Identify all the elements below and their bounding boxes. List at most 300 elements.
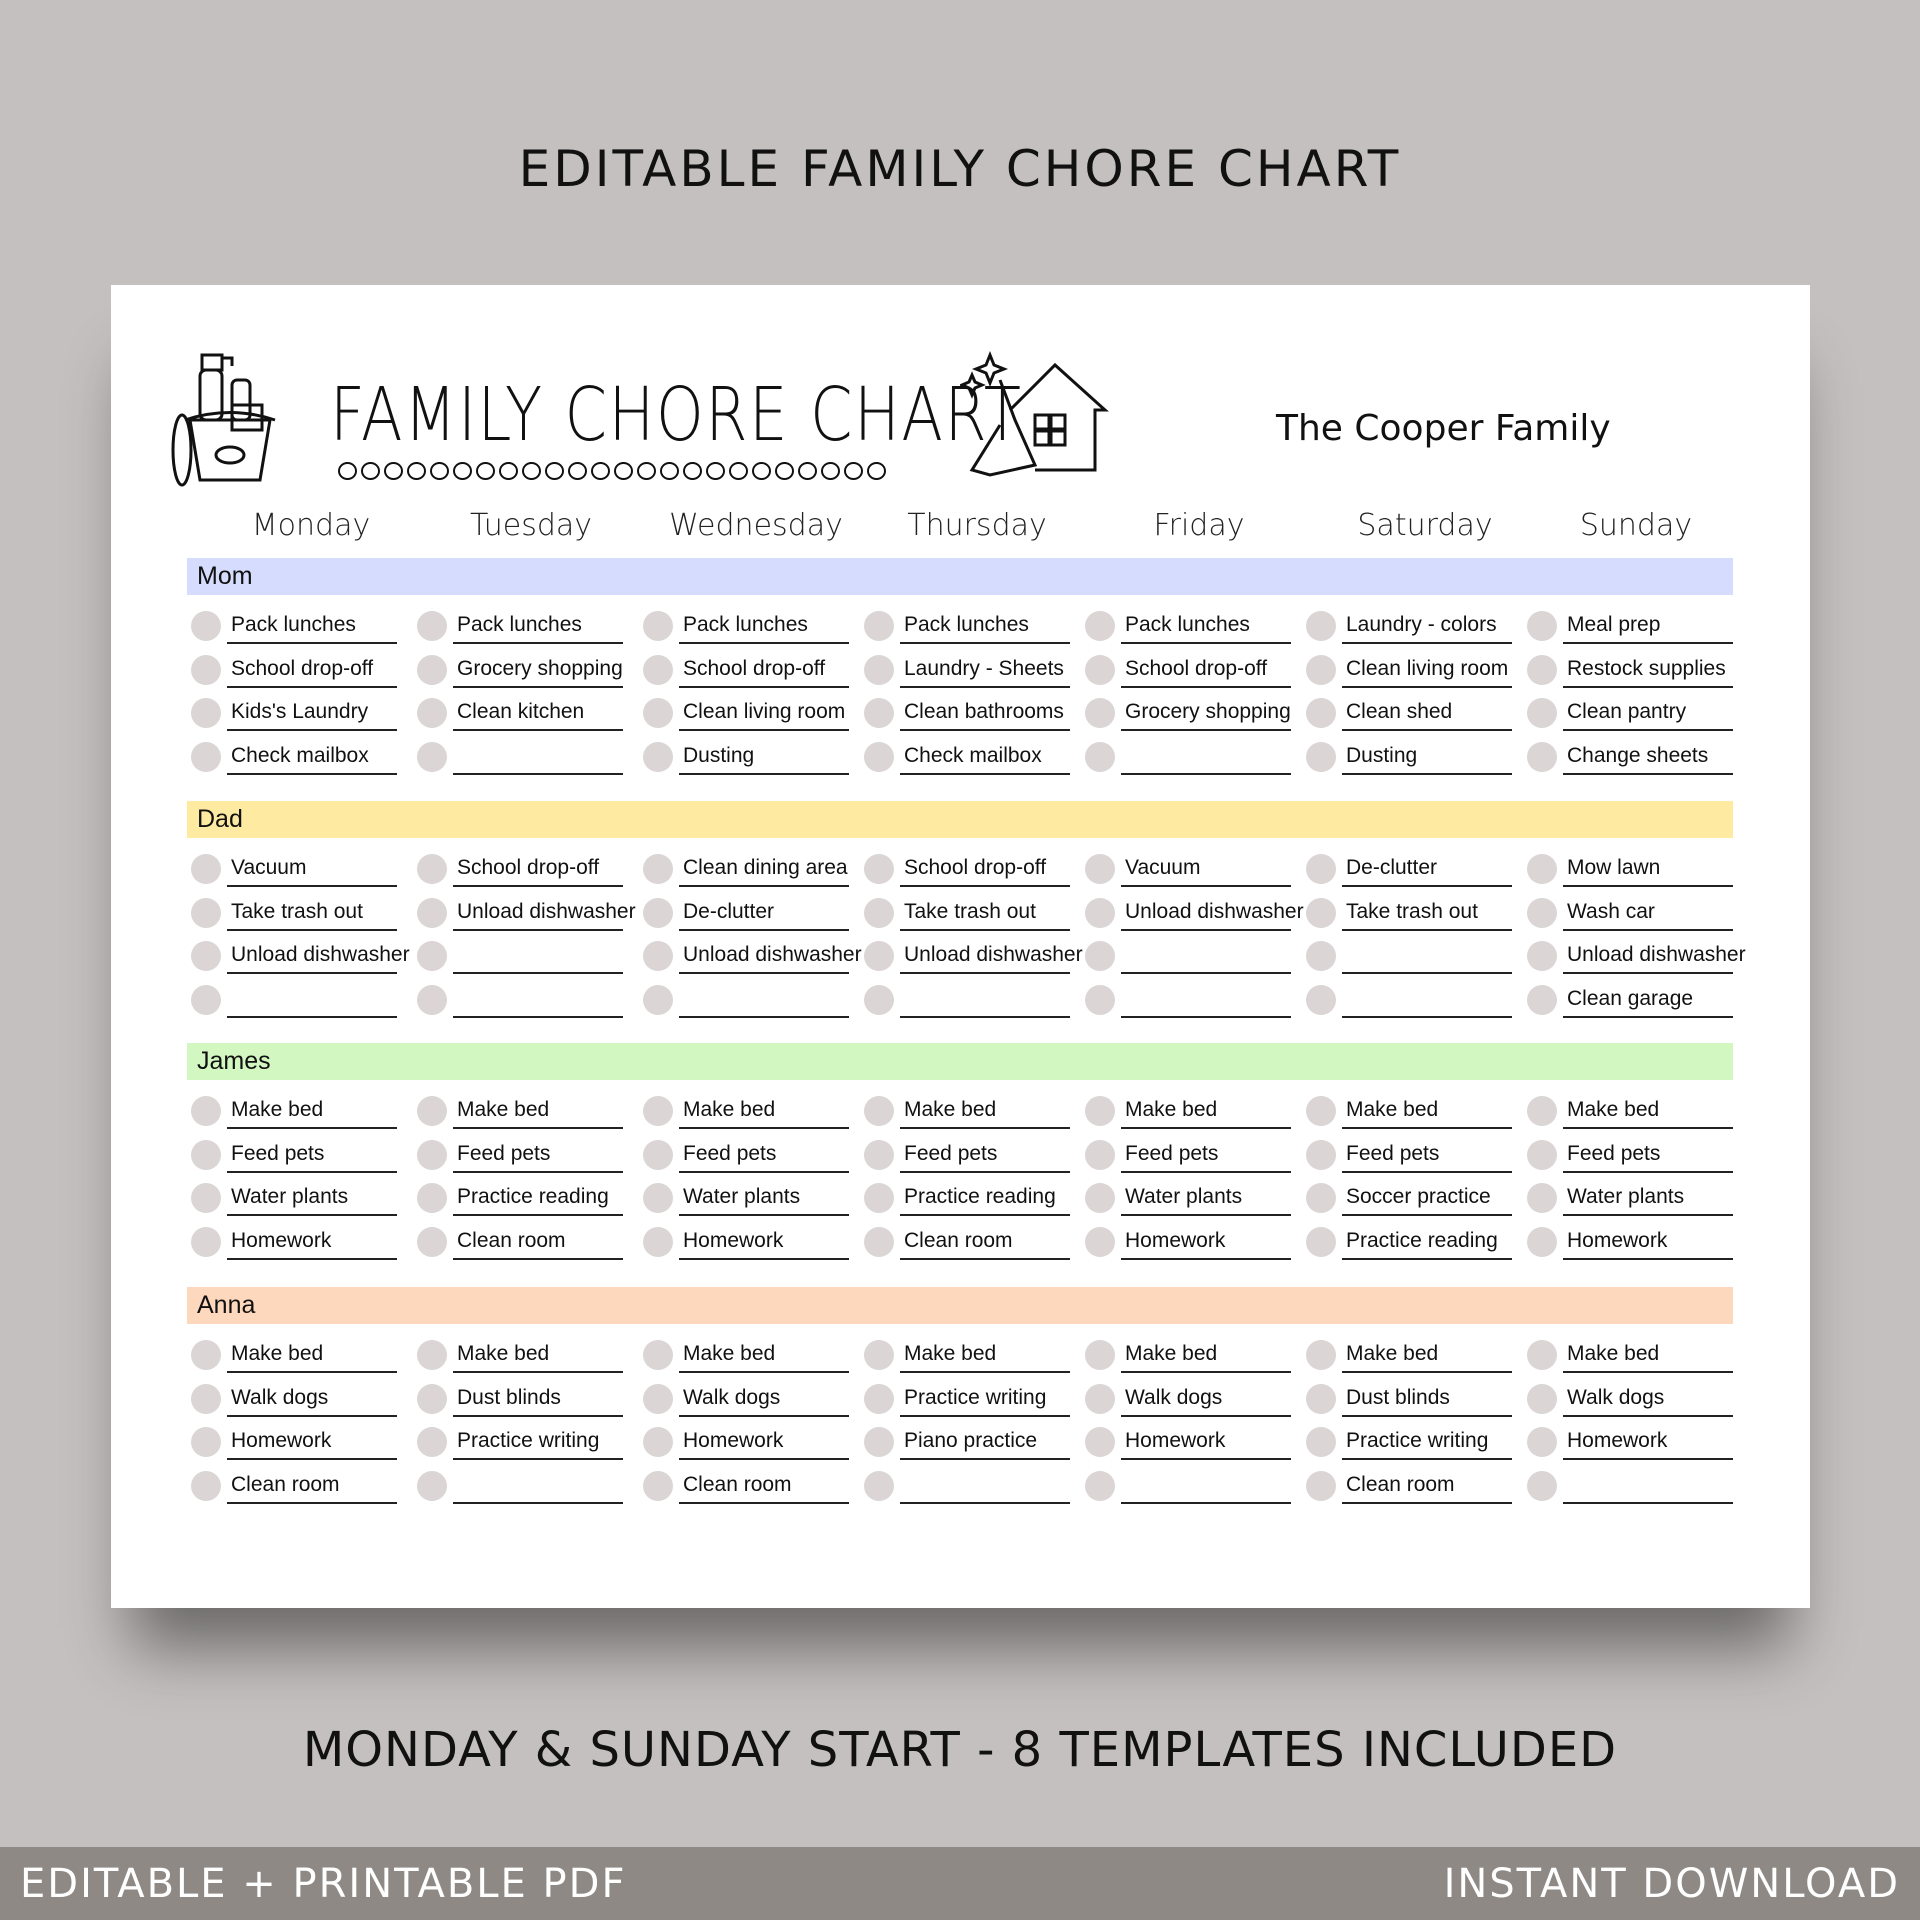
checkbox-circle[interactable] [1527, 941, 1557, 971]
checkbox-circle[interactable] [1527, 1183, 1557, 1213]
chore-input[interactable]: Unload dishwasher [683, 943, 862, 966]
chore-item [191, 1221, 401, 1261]
underline [1563, 1127, 1733, 1129]
checkbox-circle[interactable] [1306, 742, 1336, 772]
checkbox-circle[interactable] [191, 985, 221, 1015]
checkbox-circle[interactable] [1306, 655, 1336, 685]
underline [1121, 1371, 1291, 1373]
checkbox-circle[interactable] [1085, 1183, 1115, 1213]
chore-item [417, 736, 627, 776]
chore-input[interactable]: Walk dogs [231, 1385, 329, 1409]
checkbox-circle[interactable] [417, 655, 447, 685]
chore-input[interactable]: Kids's Laundry [231, 700, 369, 723]
checkbox-circle[interactable] [1085, 985, 1115, 1015]
chore-input[interactable]: Mow lawn [1567, 856, 1661, 879]
chore-input[interactable]: Pack lunches [683, 613, 808, 636]
checkbox-circle[interactable] [191, 742, 221, 772]
chore-input[interactable]: Homework [231, 1228, 332, 1252]
checkbox-circle[interactable] [1306, 898, 1336, 928]
chore-input[interactable]: Homework [683, 1429, 784, 1452]
chore-input[interactable]: Unload dishwasher [1125, 899, 1304, 923]
chore-item [643, 1221, 853, 1261]
chore-item [864, 892, 1074, 932]
chore-input[interactable]: Water plants [1567, 1185, 1685, 1208]
checkbox-circle[interactable] [643, 854, 673, 884]
divider-dot [591, 462, 610, 480]
chore-input[interactable]: Vacuum [231, 856, 307, 879]
underline [679, 642, 849, 644]
checkbox-circle[interactable] [417, 985, 447, 1015]
chore-item [864, 1378, 1074, 1418]
chore-input[interactable]: Dusting [683, 743, 755, 767]
checkbox-circle[interactable] [1527, 898, 1557, 928]
chore-item [417, 1221, 627, 1261]
checkbox-circle[interactable] [417, 742, 447, 772]
checkbox-circle[interactable] [643, 1427, 673, 1457]
checkbox-circle[interactable] [1527, 1227, 1557, 1257]
divider-dot [614, 462, 633, 480]
checkbox-circle[interactable] [643, 941, 673, 971]
chore-input[interactable]: Change sheets [1567, 743, 1709, 767]
chore-input[interactable]: Feed pets [231, 1141, 325, 1165]
chore-input[interactable]: Walk dogs [1567, 1385, 1665, 1409]
chore-input[interactable]: Make bed [904, 1342, 997, 1365]
checkbox-circle[interactable] [191, 1471, 221, 1501]
section-mom [187, 558, 1733, 595]
chore-input[interactable]: Water plants [231, 1185, 349, 1208]
chore-input[interactable]: Dusting [1346, 743, 1418, 767]
chore-input[interactable]: Grocery shopping [1125, 700, 1291, 723]
underline [679, 1258, 849, 1260]
chore-input[interactable]: Make bed [904, 1098, 997, 1121]
underline [900, 1458, 1070, 1460]
chore-input[interactable]: Piano practice [904, 1429, 1038, 1452]
divider-dot [568, 462, 587, 480]
chore-input[interactable]: Grocery shopping [457, 656, 623, 680]
chore-input[interactable]: Walk dogs [1125, 1385, 1223, 1409]
checkbox-circle[interactable] [864, 1183, 894, 1213]
checkbox-circle[interactable] [1527, 611, 1557, 641]
checkbox-circle[interactable] [191, 655, 221, 685]
checkbox-circle[interactable] [1306, 1427, 1336, 1457]
checkbox-circle[interactable] [1085, 1340, 1115, 1370]
checkbox-circle[interactable] [864, 898, 894, 928]
chore-input[interactable]: Water plants [1125, 1185, 1243, 1208]
underline [1121, 773, 1291, 775]
checkbox-circle[interactable] [1527, 1384, 1557, 1414]
chore-item [864, 1465, 1074, 1505]
chore-input[interactable]: Check mailbox [904, 743, 1042, 767]
chore-input[interactable]: School drop-off [904, 856, 1047, 879]
checkbox-circle[interactable] [1306, 1183, 1336, 1213]
checkbox-circle[interactable] [1085, 898, 1115, 928]
chore-item [864, 1421, 1074, 1461]
underline [1342, 1127, 1512, 1129]
checkbox-circle[interactable] [1306, 1227, 1336, 1257]
chore-item [417, 848, 627, 888]
chore-input[interactable]: Clean shed [1346, 700, 1453, 723]
chore-item [191, 736, 401, 776]
checkbox-circle[interactable] [191, 1384, 221, 1414]
checkbox-circle[interactable] [1527, 1096, 1557, 1126]
checkbox-circle[interactable] [643, 1227, 673, 1257]
checkbox-circle[interactable] [864, 1340, 894, 1370]
underline [900, 1415, 1070, 1417]
chore-item [864, 692, 1074, 732]
chore-item [1085, 649, 1295, 689]
chore-input[interactable]: School drop-off [1125, 656, 1268, 680]
chore-input[interactable]: Take trash out [231, 899, 363, 923]
chore-input[interactable]: Homework [1567, 1429, 1668, 1452]
chore-item [1085, 1177, 1295, 1217]
chore-item [643, 692, 853, 732]
checkbox-circle[interactable] [1527, 854, 1557, 884]
chore-item [864, 736, 1074, 776]
chore-item [1527, 1378, 1737, 1418]
chore-input[interactable]: Practice reading [904, 1185, 1056, 1208]
underline [1342, 773, 1512, 775]
checkbox-circle[interactable] [1306, 854, 1336, 884]
chore-input[interactable]: Water plants [683, 1185, 801, 1208]
chore-input[interactable]: Take trash out [1346, 899, 1478, 923]
checkbox-circle[interactable] [1085, 1140, 1115, 1170]
chore-item [864, 848, 1074, 888]
checkbox-circle[interactable] [417, 1096, 447, 1126]
section-dad [187, 801, 1733, 838]
checkbox-circle[interactable] [864, 985, 894, 1015]
chore-item [643, 649, 853, 689]
checkbox-circle[interactable] [643, 1471, 673, 1501]
underline [1563, 1415, 1733, 1417]
underline [1121, 1415, 1291, 1417]
checkbox-circle[interactable] [1306, 941, 1336, 971]
checkbox-circle[interactable] [1306, 1340, 1336, 1370]
chore-item [1306, 1378, 1516, 1418]
checkbox-circle[interactable] [1527, 1471, 1557, 1501]
chore-input[interactable]: Clean living room [683, 700, 846, 723]
checkbox-circle[interactable] [864, 698, 894, 728]
chore-item [1085, 848, 1295, 888]
chore-input[interactable]: Make bed [1346, 1098, 1439, 1121]
checkbox-circle[interactable] [191, 941, 221, 971]
chore-input[interactable]: Feed pets [457, 1141, 551, 1165]
checkbox-circle[interactable] [191, 611, 221, 641]
chore-input[interactable]: Soccer practice [1346, 1185, 1491, 1208]
checkbox-circle[interactable] [864, 1140, 894, 1170]
section-anna [187, 1287, 1733, 1324]
checkbox-circle[interactable] [1306, 985, 1336, 1015]
templates-caption: MONDAY & SUNDAY START - 8 TEMPLATES INCLUDED [302, 1722, 1618, 1778]
checkbox-circle[interactable] [191, 1183, 221, 1213]
checkbox-circle[interactable] [864, 1096, 894, 1126]
chore-item [191, 1465, 401, 1505]
checkbox-circle[interactable] [643, 611, 673, 641]
chore-item [864, 979, 1074, 1019]
checkbox-circle[interactable] [864, 655, 894, 685]
chore-input[interactable]: Pack lunches [1125, 613, 1250, 636]
underline [1342, 642, 1512, 644]
chore-input[interactable]: Make bed [1125, 1342, 1218, 1365]
checkbox-circle[interactable] [417, 1227, 447, 1257]
chore-input[interactable]: Feed pets [683, 1141, 777, 1165]
checkbox-circle[interactable] [864, 611, 894, 641]
chore-input[interactable]: Unload dishwasher [1567, 943, 1746, 966]
chore-item [643, 892, 853, 932]
checkbox-circle[interactable] [864, 1427, 894, 1457]
chore-item [1306, 1421, 1516, 1461]
chore-item [864, 935, 1083, 975]
chore-input[interactable]: School drop-off [457, 856, 600, 879]
chore-input[interactable]: Homework [1125, 1228, 1226, 1252]
divider-dot [729, 462, 748, 480]
chore-item [1527, 979, 1737, 1019]
chore-input[interactable]: Unload dishwasher [457, 899, 636, 923]
checkbox-circle[interactable] [1306, 611, 1336, 641]
checkbox-circle[interactable] [643, 985, 673, 1015]
chore-input[interactable]: Clean room [1346, 1472, 1455, 1496]
chore-input[interactable]: De-clutter [683, 899, 775, 923]
chore-item [1085, 892, 1304, 932]
checkbox-circle[interactable] [1085, 698, 1115, 728]
chore-item [1085, 979, 1295, 1019]
checkbox-circle[interactable] [1306, 698, 1336, 728]
chore-input[interactable]: Clean living room [1346, 656, 1509, 680]
checkbox-circle[interactable] [417, 1140, 447, 1170]
chore-input[interactable]: Practice writing [457, 1429, 600, 1452]
chore-input[interactable]: Unload dishwasher [904, 943, 1083, 966]
chore-input[interactable]: Dust blinds [1346, 1385, 1450, 1409]
underline [1563, 929, 1733, 931]
chore-input[interactable]: Laundry - colors [1346, 613, 1497, 636]
chore-input[interactable]: Clean room [231, 1472, 340, 1496]
chore-input[interactable]: Feed pets [1125, 1141, 1219, 1165]
checkbox-circle[interactable] [643, 1096, 673, 1126]
checkbox-circle[interactable] [1085, 1096, 1115, 1126]
checkbox-circle[interactable] [643, 898, 673, 928]
chore-input[interactable]: Unload dishwasher [231, 943, 410, 966]
checkbox-circle[interactable] [417, 1340, 447, 1370]
checkbox-circle[interactable] [1306, 1471, 1336, 1501]
chore-input[interactable]: Laundry - Sheets [904, 656, 1064, 680]
underline [1342, 972, 1512, 974]
chore-input[interactable]: Homework [231, 1429, 332, 1452]
chore-input[interactable]: Make bed [231, 1342, 324, 1365]
checkbox-circle[interactable] [417, 941, 447, 971]
checkbox-circle[interactable] [1527, 985, 1557, 1015]
checkbox-circle[interactable] [1085, 655, 1115, 685]
checkbox-circle[interactable] [1527, 1140, 1557, 1170]
chore-item [864, 1221, 1074, 1261]
underline [1563, 1171, 1733, 1173]
checkbox-circle[interactable] [864, 1471, 894, 1501]
chore-input[interactable]: Restock supplies [1567, 656, 1726, 680]
chore-item [1085, 1421, 1295, 1461]
chore-item [1306, 736, 1516, 776]
checkbox-circle[interactable] [864, 854, 894, 884]
checkbox-circle[interactable] [191, 1427, 221, 1457]
underline [227, 1214, 397, 1216]
checkbox-circle[interactable] [643, 655, 673, 685]
chore-input[interactable]: De-clutter [1346, 856, 1438, 879]
checkbox-circle[interactable] [864, 742, 894, 772]
divider-dot [476, 462, 495, 480]
chore-input[interactable]: Clean room [457, 1228, 566, 1252]
chore-input[interactable]: Make bed [1567, 1098, 1660, 1121]
underline [900, 1214, 1070, 1216]
family-name-field[interactable]: The Cooper Family [1276, 408, 1611, 449]
underline [679, 1171, 849, 1173]
checkbox-circle[interactable] [191, 854, 221, 884]
chore-item [1085, 1134, 1295, 1174]
chore-input[interactable]: Take trash out [904, 899, 1036, 923]
chore-input[interactable]: Vacuum [1125, 856, 1201, 879]
checkbox-circle[interactable] [643, 1140, 673, 1170]
chore-item [864, 1134, 1074, 1174]
checkbox-circle[interactable] [1306, 1140, 1336, 1170]
underline [1342, 1415, 1512, 1417]
checkbox-circle[interactable] [864, 941, 894, 971]
checkbox-circle[interactable] [643, 1183, 673, 1213]
checkbox-circle[interactable] [417, 1471, 447, 1501]
checkbox-circle[interactable] [1085, 1384, 1115, 1414]
chore-input[interactable]: Clean bathrooms [904, 700, 1064, 723]
checkbox-circle[interactable] [417, 1183, 447, 1213]
chore-item [1306, 979, 1516, 1019]
chore-input[interactable]: Clean garage [1567, 986, 1694, 1010]
chore-input[interactable]: Practice writing [904, 1385, 1047, 1409]
underline [679, 1016, 849, 1018]
checkbox-circle[interactable] [191, 698, 221, 728]
checkbox-circle[interactable] [417, 1384, 447, 1414]
checkbox-circle[interactable] [1306, 1384, 1336, 1414]
chore-input[interactable]: Pack lunches [457, 613, 582, 636]
chore-input[interactable]: Make bed [457, 1342, 550, 1365]
underline [900, 773, 1070, 775]
checkbox-circle[interactable] [643, 1384, 673, 1414]
underline [1121, 1214, 1291, 1216]
chore-input[interactable]: Pack lunches [231, 613, 356, 636]
chore-input[interactable]: Clean pantry [1567, 700, 1687, 723]
checkbox-circle[interactable] [1527, 1340, 1557, 1370]
checkbox-circle[interactable] [417, 898, 447, 928]
chore-input[interactable]: Feed pets [1346, 1141, 1440, 1165]
chore-input[interactable]: Make bed [683, 1342, 776, 1365]
chore-input[interactable]: Practice writing [1346, 1429, 1489, 1452]
checkbox-circle[interactable] [1085, 854, 1115, 884]
checkbox-circle[interactable] [1527, 742, 1557, 772]
checkbox-circle[interactable] [417, 698, 447, 728]
chore-input[interactable]: Make bed [1567, 1342, 1660, 1365]
underline [453, 642, 623, 644]
divider-dot [453, 462, 472, 480]
checkbox-circle[interactable] [1085, 611, 1115, 641]
underline [679, 1415, 849, 1417]
checkbox-circle[interactable] [1085, 941, 1115, 971]
underline [679, 1502, 849, 1504]
checkbox-circle[interactable] [417, 611, 447, 641]
chore-item [417, 1334, 627, 1374]
checkbox-circle[interactable] [417, 854, 447, 884]
chore-input[interactable]: Clean kitchen [457, 700, 585, 723]
underline [900, 686, 1070, 688]
chore-item [1085, 1221, 1295, 1261]
checkbox-circle[interactable] [1085, 1427, 1115, 1457]
checkbox-circle[interactable] [1085, 742, 1115, 772]
checkbox-circle[interactable] [1527, 1427, 1557, 1457]
divider-dot [499, 462, 518, 480]
chore-input[interactable]: Walk dogs [683, 1385, 781, 1409]
chore-input[interactable]: Make bed [231, 1098, 324, 1121]
chore-input[interactable]: Meal prep [1567, 613, 1661, 636]
chore-input[interactable]: Clean room [904, 1228, 1013, 1252]
underline [1563, 1214, 1733, 1216]
checkbox-circle[interactable] [643, 698, 673, 728]
chore-input[interactable]: Clean dining area [683, 856, 848, 879]
checkbox-circle[interactable] [643, 1340, 673, 1370]
checkbox-circle[interactable] [191, 898, 221, 928]
chore-input[interactable]: Feed pets [904, 1141, 998, 1165]
checkbox-circle[interactable] [417, 1427, 447, 1457]
chore-input[interactable]: Homework [1125, 1429, 1226, 1452]
chore-input[interactable]: Make bed [683, 1098, 776, 1121]
chore-input[interactable]: Check mailbox [231, 743, 369, 767]
checkbox-circle[interactable] [1085, 1471, 1115, 1501]
chore-item [417, 605, 627, 645]
chore-input[interactable]: Make bed [457, 1098, 550, 1121]
chore-input[interactable]: Practice reading [457, 1185, 609, 1208]
chore-input[interactable]: Practice reading [1346, 1228, 1498, 1252]
chore-input[interactable]: Homework [683, 1228, 784, 1252]
underline [900, 1016, 1070, 1018]
chore-item [417, 1177, 627, 1217]
checkbox-circle[interactable] [191, 1096, 221, 1126]
underline [1121, 1171, 1291, 1173]
checkbox-circle[interactable] [864, 1384, 894, 1414]
chore-input[interactable]: Dust blinds [457, 1385, 561, 1409]
chore-input[interactable]: Make bed [1125, 1098, 1218, 1121]
chore-item [1085, 1465, 1295, 1505]
checkbox-circle[interactable] [1527, 655, 1557, 685]
chore-item [1306, 1177, 1516, 1217]
chore-input[interactable]: Wash car [1567, 899, 1655, 923]
chore-input[interactable]: Homework [1567, 1228, 1668, 1252]
checkbox-circle[interactable] [864, 1227, 894, 1257]
chore-item [1527, 1334, 1737, 1374]
day-header-thursday: Thursday [907, 508, 1047, 543]
checkbox-circle[interactable] [1085, 1227, 1115, 1257]
underline [227, 885, 397, 887]
underline [227, 1502, 397, 1504]
checkbox-circle[interactable] [1306, 1096, 1336, 1126]
chore-input[interactable]: Clean room [683, 1472, 792, 1496]
underline [900, 642, 1070, 644]
chore-input[interactable]: School drop-off [231, 656, 374, 680]
day-header-sunday: Sunday [1579, 508, 1693, 543]
chore-input[interactable]: Feed pets [1567, 1141, 1661, 1165]
underline [227, 929, 397, 931]
chore-item [643, 1334, 853, 1374]
chore-item [1306, 1221, 1516, 1261]
checkbox-circle[interactable] [191, 1340, 221, 1370]
chore-input[interactable]: Make bed [1346, 1342, 1439, 1365]
checkbox-circle[interactable] [643, 742, 673, 772]
checkbox-circle[interactable] [1527, 698, 1557, 728]
chore-input[interactable]: Pack lunches [904, 613, 1029, 636]
chore-input[interactable]: School drop-off [683, 656, 826, 680]
divider-dot [752, 462, 771, 480]
checkbox-circle[interactable] [191, 1140, 221, 1170]
checkbox-circle[interactable] [191, 1227, 221, 1257]
